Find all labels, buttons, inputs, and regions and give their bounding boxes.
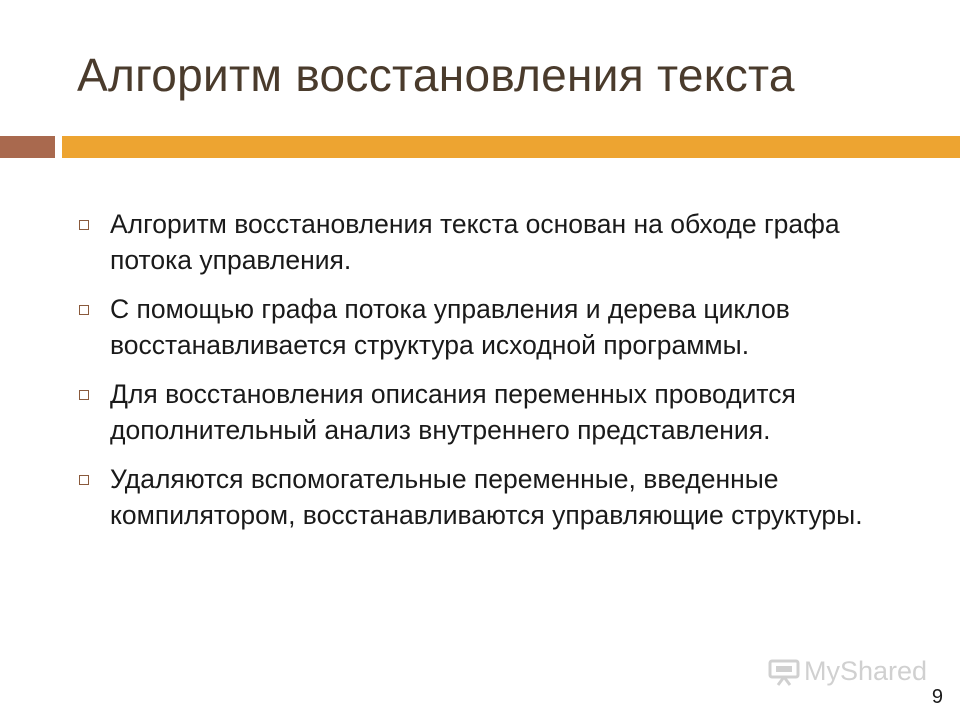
list-item [76,206,926,278]
hollow-square-icon [79,305,89,315]
slide-title: Алгоритм восстановления текста [77,49,795,101]
presentation-board-icon [768,658,800,686]
list-item [76,376,926,448]
bullet-list [76,206,926,546]
page-number: 9 [931,686,943,708]
title-rule-bar [62,136,960,158]
watermark-text: MyShared [804,656,928,686]
bullet-text: Алгоритм восстановления текста основан на обходе графа потока управления. [110,209,840,275]
hollow-square-icon [79,475,89,485]
title-rule-accent [0,136,55,158]
hollow-square-icon [79,390,89,400]
bullet-text: Для восстановления описания переменных проводится дополнительный анализ внутреннего представления. [110,379,796,445]
bullet-text: С помощью графа потока управления и дерева циклов восстанавливается структура исходной программы. [110,294,790,360]
hollow-square-icon [79,220,89,230]
list-item [76,291,926,363]
list-item [76,461,926,533]
bullet-text: Удаляются вспомогательные переменные, введенные компилятором, восстанавливаются управляющие структуры. [110,464,863,530]
watermark [768,656,927,687]
